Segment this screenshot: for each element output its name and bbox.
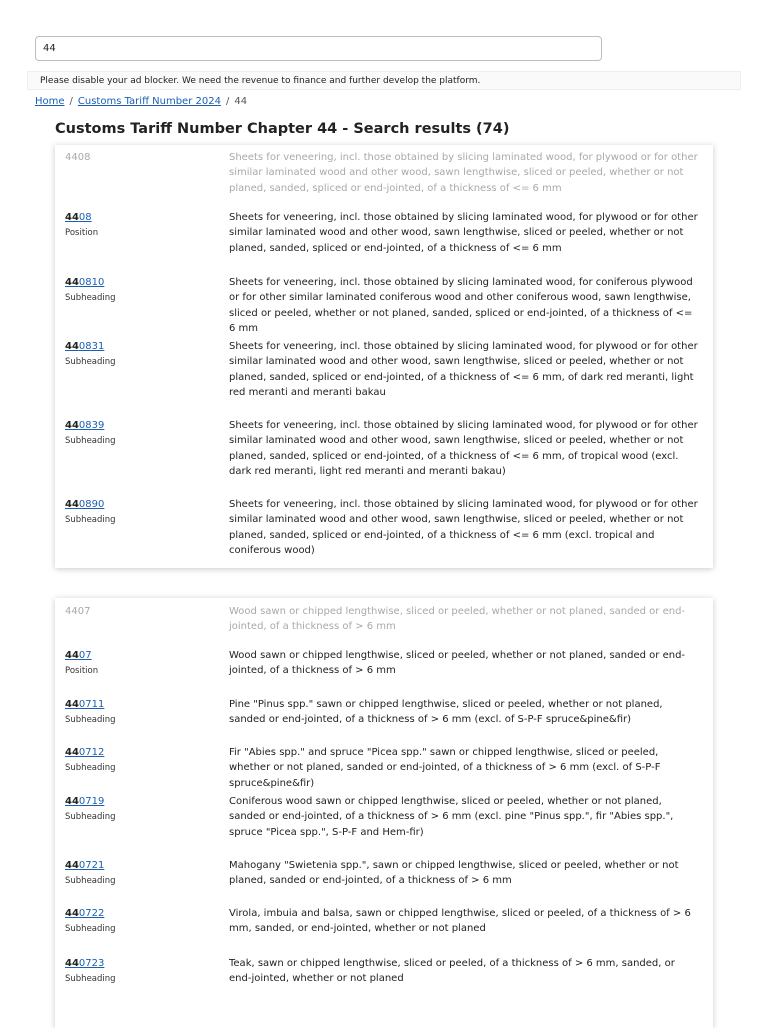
code-type-label: Subheading	[65, 924, 116, 934]
code-suffix: 0839	[78, 420, 105, 431]
page-title: Customs Tariff Number Chapter 44 - Search results (74)	[55, 121, 510, 137]
tariff-code-link[interactable]	[65, 275, 225, 290]
tariff-code-link[interactable]	[65, 745, 225, 760]
result-description: Sheets for veneering, incl. those obtained by slicing laminated wood, for plywood or for other similar laminated wood and other wood, sawn lengthwise, sliced or peeled, whether or not planed, sanded, spliced or end-jointed, of a thickness of <= 6 mm, of dark red meranti, light red meranti and meranti bakau	[229, 341, 698, 398]
result-description: Sheets for veneering, incl. those obtained by slicing laminated wood, for plywood or for other similar laminated wood and other wood, sawn lengthwise, sliced or peeled, whether or not planed, sanded, spliced or end-jointed, of a thickness of <= 6 mm, of tropical wood (excl. dark red meranti, light red meranti and meranti bakau)	[229, 420, 698, 477]
tariff-code-link[interactable]	[65, 794, 225, 809]
breadcrumb-separator: /	[225, 96, 230, 107]
code-type-label: Position	[65, 228, 99, 238]
code-type-label: Subheading	[65, 436, 116, 446]
code-prefix: 44	[65, 420, 79, 431]
tariff-code-link[interactable]	[65, 956, 225, 971]
result-description: Sheets for veneering, incl. those obtained by slicing laminated wood, for coniferous plywood or for other similar laminated coniferous wood and other coniferous wood, sawn lengthwise, sliced or peeled, whether or not planed, sanded, spliced or end-jointed, of a thickness of <= 6 mm	[229, 277, 693, 334]
breadcrumb	[35, 96, 247, 107]
result-description: Teak, sawn or chipped lengthwise, sliced or peeled, of a thickness of > 6 mm, sanded, or end-jointed, whether or not planed	[229, 958, 675, 985]
code-prefix: 44	[65, 796, 79, 807]
result-group-4407	[55, 598, 713, 1028]
code-type-label: Subheading	[65, 974, 116, 984]
tariff-code-link[interactable]	[65, 497, 225, 512]
code-suffix: 0719	[78, 796, 105, 807]
tariff-code-link[interactable]	[65, 906, 225, 921]
code-type-label: Subheading	[65, 812, 116, 822]
code-type-label: Subheading	[65, 357, 116, 367]
code-prefix: 44	[65, 341, 79, 352]
search-box	[35, 36, 602, 61]
code-prefix: 44	[65, 499, 79, 510]
code-suffix: 0722	[78, 908, 105, 919]
breadcrumb-home-link[interactable]: Home	[35, 96, 65, 107]
search-input[interactable]	[35, 36, 602, 61]
code-type-label: Subheading	[65, 293, 116, 303]
code-type-label: Subheading	[65, 876, 116, 886]
code-suffix: 0723	[78, 958, 105, 969]
code-type-label: Subheading	[65, 763, 116, 773]
group-header-description: Wood sawn or chipped lengthwise, sliced or peeled, whether or not planed, sanded or end-jointed, of a thickness of > 6 mm	[229, 606, 686, 633]
result-description: Coniferous wood sawn or chipped lengthwise, sliced or peeled, whether or not planed, sanded or end-jointed, of a thickness of > 6 mm (excl. pine "Pinus spp.", fir "Abies spp.", spruce "Picea spp.", S-P-F and Hem-fir)	[229, 796, 674, 838]
result-description: Wood sawn or chipped lengthwise, sliced or peeled, whether or not planed, sanded or end-jointed, of a thickness of > 6 mm	[229, 650, 686, 677]
code-suffix: 0712	[78, 747, 105, 758]
code-suffix: 08	[78, 212, 92, 223]
code-suffix: 07	[78, 650, 92, 661]
code-suffix: 0831	[78, 341, 105, 352]
code-prefix: 44	[65, 747, 79, 758]
result-description: Pine "Pinus spp." sawn or chipped lengthwise, sliced or peeled, whether or not planed, sanded or end-jointed, of a thickness of > 6 mm (excl. of S-P-F spruce&pine&fir)	[229, 699, 663, 726]
code-prefix: 44	[65, 958, 79, 969]
code-prefix: 44	[65, 277, 79, 288]
code-type-label: Position	[65, 666, 99, 676]
breadcrumb-separator: /	[69, 96, 73, 107]
group-header-description: Sheets for veneering, incl. those obtained by slicing laminated wood, for plywood or for other similar laminated wood and other wood, sawn lengthwise, sliced or peeled, whether or not planed, sanded, spliced or end-jointed, of a thickness of <= 6 mm	[229, 152, 698, 194]
result-description: Virola, imbuia and balsa, sawn or chipped lengthwise, sliced or peeled, of a thickness of > 6 mm, sanded, or end-jointed, whether or not planed	[229, 908, 691, 935]
tariff-code-link[interactable]	[65, 858, 225, 873]
breadcrumb-current: 44	[234, 96, 248, 107]
tariff-code-link[interactable]	[65, 648, 225, 663]
tariff-code-link[interactable]	[65, 339, 225, 354]
result-description: Mahogany "Swietenia spp.", sawn or chipped lengthwise, sliced or peeled, whether or not planed, sanded or end-jointed, of a thickness of > 6 mm	[229, 860, 679, 887]
adblock-notice: Please disable your ad blocker. We need the revenue to finance and further develop the platform.	[27, 71, 741, 90]
code-prefix: 44	[65, 650, 79, 661]
code-type-label: Subheading	[65, 515, 116, 525]
code-suffix: 0711	[78, 699, 105, 710]
result-description: Sheets for veneering, incl. those obtained by slicing laminated wood, for plywood or for other similar laminated wood and other wood, sawn lengthwise, sliced or peeled, whether or not planed, sanded, spliced or end-jointed, of a thickness of <= 6 mm	[229, 212, 698, 254]
result-description: Sheets for veneering, incl. those obtained by slicing laminated wood, for plywood or for other similar laminated wood and other wood, sawn lengthwise, sliced or peeled, whether or not planed, sanded, spliced or end-jointed, of a thickness of <= 6 mm (excl. tropical and coniferous wood)	[229, 499, 698, 556]
code-prefix: 44	[65, 699, 79, 710]
result-group-4408	[55, 145, 713, 568]
tariff-code-link[interactable]	[65, 697, 225, 712]
code-type-label: Subheading	[65, 715, 116, 725]
code-prefix: 44	[65, 860, 79, 871]
group-header-code: 4407	[65, 606, 91, 617]
tariff-code-link[interactable]	[65, 210, 225, 225]
code-suffix: 0810	[78, 277, 105, 288]
code-prefix: 44	[65, 212, 79, 223]
breadcrumb-tariff-link[interactable]: Customs Tariff Number 2024	[77, 96, 221, 107]
result-description: Fir "Abies spp." and spruce "Picea spp." sawn or chipped lengthwise, sliced or peeled, whether or not planed, sanded or end-jointed, of a thickness of > 6 mm (excl. of S-P-F spruce&pine&fir)	[229, 747, 661, 789]
code-suffix: 0890	[78, 499, 105, 510]
group-header-code: 4408	[65, 152, 91, 163]
code-prefix: 44	[65, 908, 79, 919]
code-suffix: 0721	[78, 860, 105, 871]
tariff-code-link[interactable]	[65, 418, 225, 433]
